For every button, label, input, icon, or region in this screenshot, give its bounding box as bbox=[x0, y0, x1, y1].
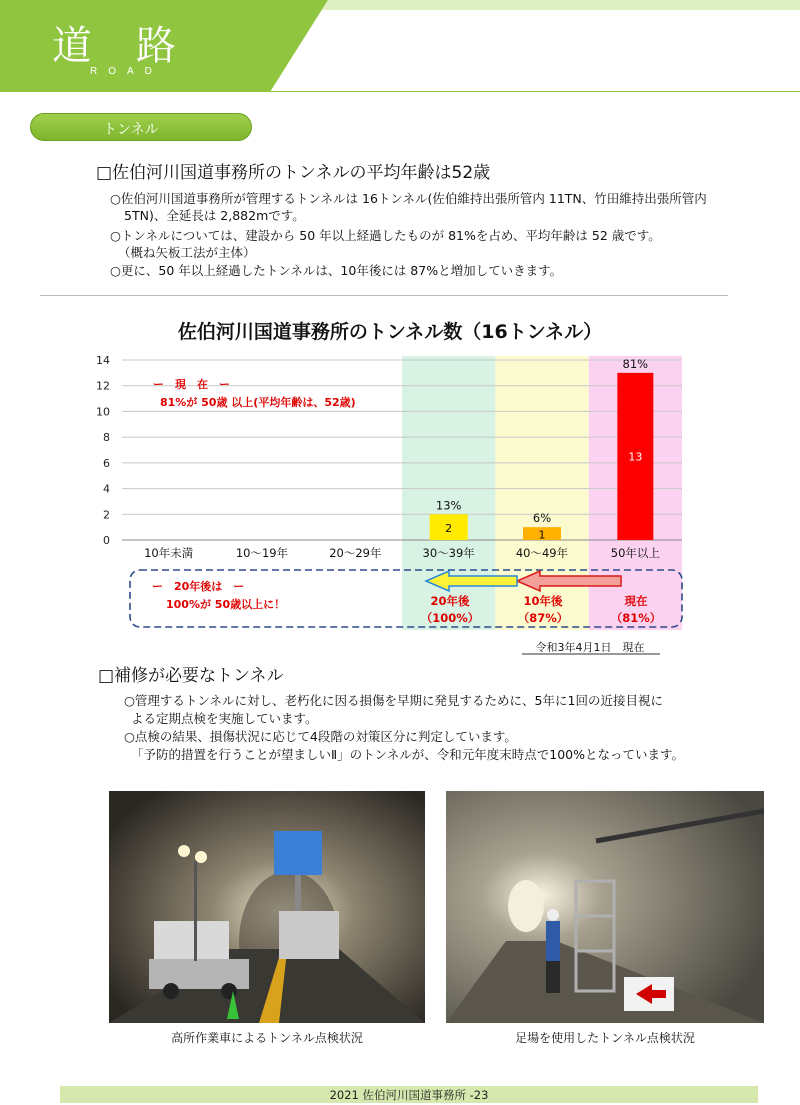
y-tick-label: 10 bbox=[96, 405, 110, 419]
future-pct-10y: （87%） bbox=[517, 611, 569, 625]
y-tick-label: 0 bbox=[103, 534, 110, 547]
section-pill bbox=[30, 113, 252, 141]
chart-asof: 令和3年4月1日 現在 bbox=[535, 641, 645, 654]
y-tick-label: 4 bbox=[103, 482, 110, 496]
y-tick-label: 8 bbox=[103, 431, 110, 445]
bar-percent-label: 81% bbox=[622, 356, 649, 371]
tunnel-photo-1 bbox=[109, 791, 425, 1023]
future-label-now: 現在 bbox=[624, 594, 648, 608]
x-tick-label: 50年以上 bbox=[610, 546, 660, 560]
y-tick-label: 14 bbox=[96, 354, 110, 367]
section1-line-4: （概ね矢板工法が主体） bbox=[118, 245, 256, 260]
section2-line-1: ○管理するトンネルに対し、老朽化に因る損傷を早期に発見するために、5年に1回の近接目視に bbox=[124, 693, 663, 708]
section2-line-3: ○点検の結果、損傷状況に応じて4段階の対策区分に判定しています。 bbox=[124, 729, 517, 744]
section1-line-1: ○佐伯河川国道事務所が管理するトンネルは 16トンネル(佐伯維持出張所管内 11TN、竹田維持出張所管内 bbox=[110, 191, 707, 206]
future-label-10y: 10年後 bbox=[523, 594, 563, 608]
photo-1-caption: 高所作業車によるトンネル点検状況 bbox=[171, 1031, 363, 1045]
divider bbox=[40, 295, 728, 296]
bar-percent-label: 6% bbox=[532, 511, 552, 526]
future-label-20y: 20年後 bbox=[430, 594, 470, 608]
bar-percent-label: 13% bbox=[435, 498, 462, 513]
section1-line-3: ○トンネルについては、建設から 50 年以上経過したものが 81%を占め、平均年齢は 52 歳です。 bbox=[110, 228, 661, 243]
header-stripe bbox=[322, 0, 800, 10]
bar-value-label: 13 bbox=[628, 450, 643, 464]
page-title-en: ROAD bbox=[90, 66, 163, 77]
chart-title: 佐伯河川国道事務所のトンネル数（16トンネル） bbox=[177, 321, 603, 343]
section1-line-2: 5TN)、全延長は 2,882mです。 bbox=[124, 208, 305, 223]
y-tick-label: 6 bbox=[103, 456, 110, 470]
bar-value-label: 2 bbox=[445, 522, 453, 536]
future-pct-20y: （100%） bbox=[420, 611, 480, 625]
section-label: トンネル bbox=[103, 122, 159, 138]
future-line-2: 100%が 50歳以上に！ bbox=[166, 598, 286, 611]
footer-text: 2021 佐伯河川国道事務所 -23 bbox=[329, 1088, 489, 1102]
tunnel-photo-2 bbox=[446, 791, 764, 1023]
page-title: 道路 bbox=[52, 23, 220, 69]
footer-bar bbox=[60, 1086, 758, 1103]
section2-line-2: よる定期点検を実施しています。 bbox=[131, 711, 318, 726]
tunnel-chart bbox=[0, 300, 800, 660]
y-tick-label: 12 bbox=[96, 379, 110, 393]
x-tick-label: 10～19年 bbox=[235, 546, 289, 560]
y-tick-label: 2 bbox=[103, 508, 110, 522]
section1-line-5: ○更に、50 年以上経過したトンネルは、10年後には 87%と増加していきます。 bbox=[110, 263, 563, 278]
section2-heading: □補修が必要なトンネル bbox=[98, 666, 284, 686]
bar-value-label: 1 bbox=[538, 528, 546, 542]
x-tick-label: 40～49年 bbox=[515, 546, 569, 560]
x-tick-label: 30～39年 bbox=[422, 546, 475, 560]
future-pct-now: （81%） bbox=[610, 611, 662, 625]
chart-annotation-2: 81%が 50歳 以上(平均年齢は、52歳) bbox=[160, 396, 356, 409]
photo-scaffolding bbox=[446, 791, 764, 1023]
section2-line-4: 「予防的措置を行うことが望ましいⅡ」のトンネルが、令和元年度末時点で100%となっています。 bbox=[131, 747, 685, 762]
photo-2-caption: 足場を使用したトンネル点検状況 bbox=[515, 1031, 695, 1045]
chart-annotation-1: ー 現 在 ー bbox=[153, 378, 230, 391]
section1-heading: □佐伯河川国道事務所のトンネルの平均年齢は52歳 bbox=[96, 163, 491, 183]
photo-aerial-work-vehicle bbox=[109, 791, 425, 1023]
chart-band-4 bbox=[495, 356, 588, 630]
x-tick-label: 10年未満 bbox=[144, 546, 194, 560]
future-line-1: ー 20年後は ー bbox=[152, 580, 245, 593]
x-tick-label: 20～29年 bbox=[329, 546, 382, 560]
